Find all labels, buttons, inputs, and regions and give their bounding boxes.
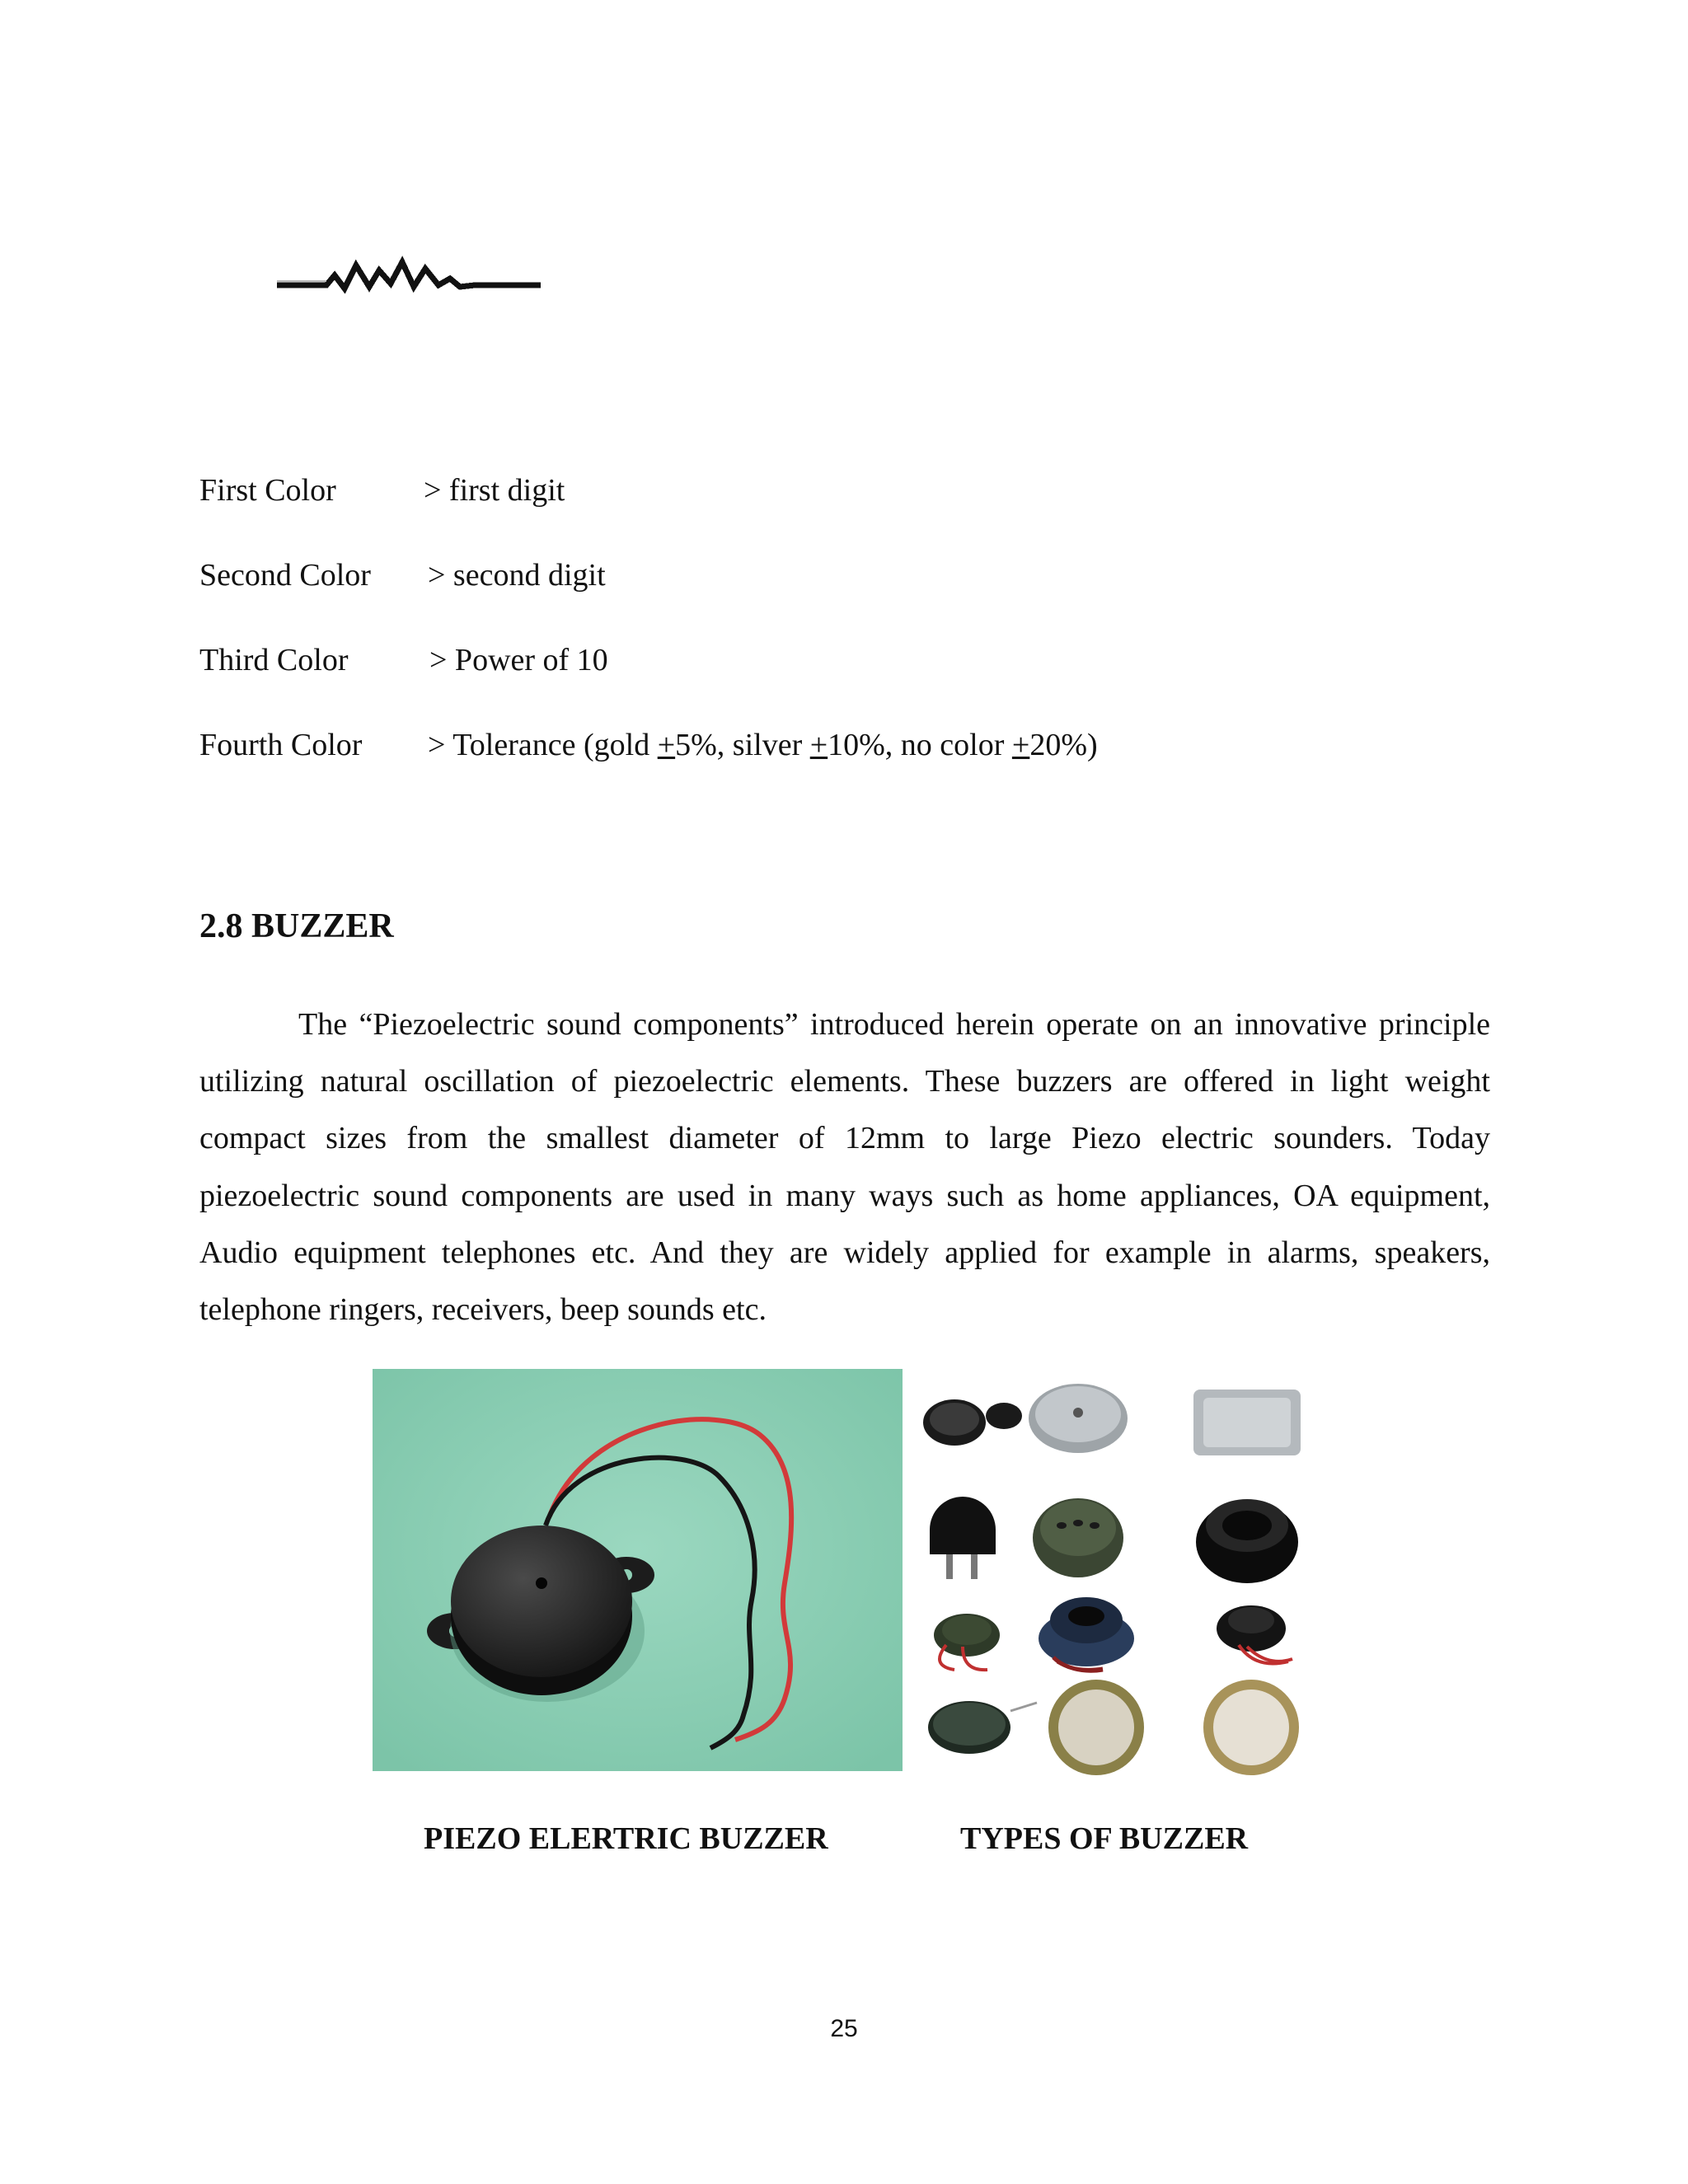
figure-caption-right: TYPES OF BUZZER [960, 1821, 1249, 1856]
color-meaning: > second digit [428, 558, 606, 593]
buzzer-types-photo [913, 1373, 1325, 1777]
body-paragraph: The “Piezoelectric sound components” introduced herein operate on an innovative principle utilizing natural oscillation of piezoelectric elements. These buzzers are offered in light weight compact sizes from the smallest diameter of 12mm to large Piezo electric sounders. Today piezoelectric sound components are used in many ways such as home appliances, OA equipment, Audio equipment telephones etc. And they are widely applied for example in alarms, speakers, telephone ringers, receivers, beep sounds etc. [199, 1007, 1490, 1328]
color-label: Fourth Color [199, 728, 363, 762]
tolerance-text: 10%, no color [828, 728, 1012, 762]
color-meaning: > Power of 10 [429, 643, 608, 677]
page-number: 25 [830, 2015, 858, 2042]
resistor-symbol-icon [277, 254, 541, 295]
color-label: First Color [199, 473, 336, 508]
piezo-buzzer-photo [373, 1369, 903, 1771]
section-heading: 2.8 BUZZER [199, 907, 394, 945]
plus-minus-sign: + [1011, 728, 1030, 762]
tolerance-text: 5%, silver [675, 728, 810, 762]
color-meaning [428, 726, 1098, 764]
plus-minus-sign: + [657, 728, 676, 762]
tolerance-text: 20%) [1029, 728, 1098, 762]
color-meaning: > first digit [424, 473, 565, 508]
figure-caption-left: PIEZO ELERTRIC BUZZER [424, 1821, 828, 1856]
plus-minus-sign: + [809, 728, 828, 762]
color-label: Third Color [199, 643, 349, 677]
tolerance-text: > Tolerance (gold [428, 728, 658, 762]
color-label: Second Color [199, 558, 371, 593]
